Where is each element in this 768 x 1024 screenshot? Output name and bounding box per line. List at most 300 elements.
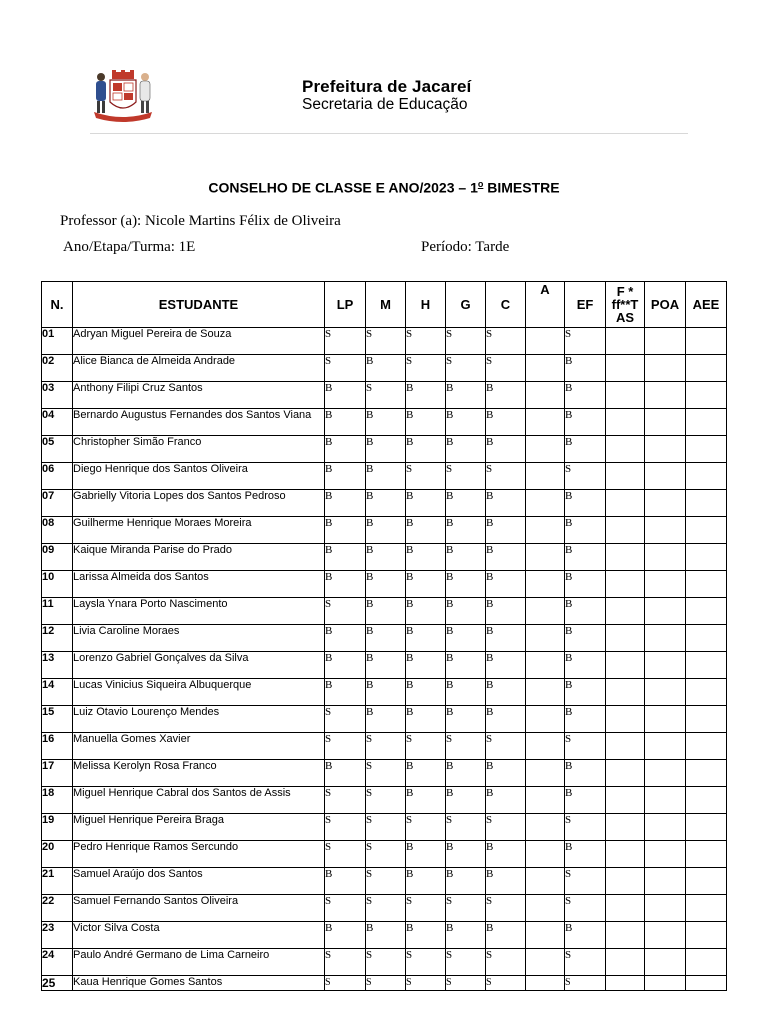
grade-c: B: [486, 760, 526, 787]
student-name: Bernardo Augustus Fernandes dos Santos Viana: [73, 409, 325, 436]
cell-faltas: [606, 868, 645, 895]
student-name: Kaua Henrique Gomes Santos: [73, 976, 325, 991]
cell-faltas: [606, 598, 645, 625]
cell-poa: [645, 733, 686, 760]
table-row: [42, 706, 727, 733]
grade-a: [526, 328, 565, 355]
grade-g: B: [446, 922, 486, 949]
row-number: 22: [42, 895, 73, 922]
row-number: 01: [42, 328, 73, 355]
cell-aee: [686, 652, 727, 679]
student-name: Christopher Simão Franco: [73, 436, 325, 463]
cell-faltas: [606, 814, 645, 841]
cell-poa: [645, 868, 686, 895]
grade-g: B: [446, 625, 486, 652]
col-student-header: ESTUDANTE: [73, 282, 325, 328]
grade-m: B: [366, 625, 406, 652]
grade-h: B: [406, 517, 446, 544]
table-row: [42, 409, 727, 436]
cell-aee: [686, 787, 727, 814]
cell-aee: [686, 949, 727, 976]
grade-m: B: [366, 652, 406, 679]
grade-ef: B: [565, 841, 606, 868]
grade-h: S: [406, 463, 446, 490]
col-g-header: G: [446, 282, 486, 328]
grade-a: [526, 598, 565, 625]
grade-g: B: [446, 652, 486, 679]
grade-h: S: [406, 733, 446, 760]
cell-faltas: [606, 652, 645, 679]
cell-poa: [645, 598, 686, 625]
cell-poa: [645, 382, 686, 409]
cell-poa: [645, 706, 686, 733]
grade-h: B: [406, 625, 446, 652]
grade-h: B: [406, 571, 446, 598]
grade-a: [526, 544, 565, 571]
student-name: Livia Caroline Moraes: [73, 625, 325, 652]
cell-faltas: [606, 436, 645, 463]
table-row: [42, 841, 727, 868]
grade-h: B: [406, 679, 446, 706]
grade-g: B: [446, 382, 486, 409]
row-number: 05: [42, 436, 73, 463]
grade-c: B: [486, 652, 526, 679]
grade-c: B: [486, 787, 526, 814]
grade-h: B: [406, 841, 446, 868]
student-name: Alice Bianca de Almeida Andrade: [73, 355, 325, 382]
grade-a: [526, 814, 565, 841]
cell-faltas: [606, 490, 645, 517]
cell-poa: [645, 787, 686, 814]
city-coat-of-arms-icon: [90, 68, 156, 124]
cell-aee: [686, 571, 727, 598]
row-number: 19: [42, 814, 73, 841]
grade-ef: B: [565, 490, 606, 517]
grades-table: [41, 281, 727, 991]
student-name: Guilherme Henrique Moraes Moreira: [73, 517, 325, 544]
table-row: [42, 544, 727, 571]
col-poa-header: POA: [645, 282, 686, 328]
cell-aee: [686, 895, 727, 922]
grade-lp: S: [325, 976, 366, 991]
cell-poa: [645, 760, 686, 787]
grade-a: [526, 922, 565, 949]
grade-g: B: [446, 598, 486, 625]
grade-ef: B: [565, 544, 606, 571]
cell-poa: [645, 544, 686, 571]
grade-m: B: [366, 517, 406, 544]
cell-faltas: [606, 733, 645, 760]
grade-m: S: [366, 328, 406, 355]
grade-c: S: [486, 949, 526, 976]
title-suffix: BIMESTRE: [483, 179, 560, 196]
cell-faltas: [606, 517, 645, 544]
cell-faltas: [606, 571, 645, 598]
grade-m: S: [366, 760, 406, 787]
grade-g: B: [446, 841, 486, 868]
grade-c: B: [486, 625, 526, 652]
cell-faltas: [606, 895, 645, 922]
table-row: [42, 382, 727, 409]
cell-aee: [686, 706, 727, 733]
grade-ef: S: [565, 868, 606, 895]
grade-ef: B: [565, 706, 606, 733]
grade-c: B: [486, 490, 526, 517]
grade-m: S: [366, 733, 406, 760]
grade-m: S: [366, 895, 406, 922]
organization-department: Secretaria de Educação: [302, 96, 468, 113]
row-number: 24: [42, 949, 73, 976]
grade-c: S: [486, 895, 526, 922]
grade-h: B: [406, 598, 446, 625]
grade-ef: S: [565, 895, 606, 922]
grade-ef: B: [565, 625, 606, 652]
grade-c: B: [486, 544, 526, 571]
cell-aee: [686, 760, 727, 787]
cell-aee: [686, 382, 727, 409]
table-row: [42, 355, 727, 382]
grade-c: S: [486, 733, 526, 760]
grade-c: S: [486, 976, 526, 991]
grade-g: S: [446, 328, 486, 355]
student-name: Diego Henrique dos Santos Oliveira: [73, 463, 325, 490]
cell-faltas: [606, 976, 645, 991]
grade-ef: B: [565, 760, 606, 787]
table-row: [42, 517, 727, 544]
grade-g: S: [446, 814, 486, 841]
organization-name: Prefeitura de Jacareí: [302, 77, 472, 96]
student-name: Adryan Miguel Pereira de Souza: [73, 328, 325, 355]
table-row: [42, 598, 727, 625]
grade-m: S: [366, 382, 406, 409]
grade-h: S: [406, 976, 446, 991]
grade-g: B: [446, 706, 486, 733]
grade-ef: B: [565, 517, 606, 544]
student-name: Pedro Henrique Ramos Sercundo: [73, 841, 325, 868]
grade-m: B: [366, 679, 406, 706]
cell-faltas: [606, 841, 645, 868]
grade-m: B: [366, 409, 406, 436]
grade-ef: B: [565, 922, 606, 949]
grade-g: B: [446, 760, 486, 787]
grade-ef: B: [565, 787, 606, 814]
grade-m: S: [366, 787, 406, 814]
grade-h: B: [406, 652, 446, 679]
cell-faltas: [606, 355, 645, 382]
title-main: CONSELHO DE CLASSE E ANO/2023 – 1: [208, 179, 478, 196]
grade-h: B: [406, 490, 446, 517]
grade-h: S: [406, 355, 446, 382]
class-line: Ano/Etapa/Turma: 1E: [63, 239, 196, 255]
table-row: [42, 328, 727, 355]
grade-h: B: [406, 922, 446, 949]
grade-m: B: [366, 598, 406, 625]
grade-ef: B: [565, 436, 606, 463]
grade-lp: B: [325, 382, 366, 409]
grade-m: B: [366, 436, 406, 463]
grade-c: S: [486, 328, 526, 355]
cell-aee: [686, 463, 727, 490]
row-number: 12: [42, 625, 73, 652]
cell-aee: [686, 733, 727, 760]
grade-a: [526, 976, 565, 991]
grade-ef: S: [565, 733, 606, 760]
cell-faltas: [606, 787, 645, 814]
cell-faltas: [606, 922, 645, 949]
grade-m: S: [366, 868, 406, 895]
row-number: 04: [42, 409, 73, 436]
grade-g: S: [446, 733, 486, 760]
grade-c: S: [486, 463, 526, 490]
cell-poa: [645, 355, 686, 382]
grade-h: S: [406, 814, 446, 841]
grade-a: [526, 517, 565, 544]
cell-poa: [645, 463, 686, 490]
grade-a: [526, 733, 565, 760]
cell-aee: [686, 625, 727, 652]
row-number: 17: [42, 760, 73, 787]
grade-lp: S: [325, 733, 366, 760]
grade-c: B: [486, 706, 526, 733]
table-row: [42, 976, 727, 991]
grade-lp: B: [325, 922, 366, 949]
col-h-header: H: [406, 282, 446, 328]
grade-ef: S: [565, 328, 606, 355]
grade-c: B: [486, 598, 526, 625]
cell-aee: [686, 868, 727, 895]
grade-a: [526, 382, 565, 409]
grade-lp: S: [325, 895, 366, 922]
grade-g: B: [446, 679, 486, 706]
grade-lp: S: [325, 814, 366, 841]
grade-m: B: [366, 571, 406, 598]
cell-poa: [645, 949, 686, 976]
row-number: 07: [42, 490, 73, 517]
student-name: Lorenzo Gabriel Gonçalves da Silva: [73, 652, 325, 679]
student-name: Victor Silva Costa: [73, 922, 325, 949]
col-aee-header: AEE: [686, 282, 727, 328]
grade-g: B: [446, 868, 486, 895]
cell-aee: [686, 409, 727, 436]
student-name: Miguel Henrique Cabral dos Santos de Assis: [73, 787, 325, 814]
grade-h: B: [406, 787, 446, 814]
cell-poa: [645, 652, 686, 679]
cell-aee: [686, 922, 727, 949]
grade-g: B: [446, 436, 486, 463]
cell-poa: [645, 625, 686, 652]
grade-m: S: [366, 949, 406, 976]
cell-aee: [686, 544, 727, 571]
grade-a: [526, 706, 565, 733]
grade-lp: S: [325, 328, 366, 355]
cell-aee: [686, 976, 727, 991]
row-number: 21: [42, 868, 73, 895]
grade-g: S: [446, 463, 486, 490]
student-name: Samuel Fernando Santos Oliveira: [73, 895, 325, 922]
cell-poa: [645, 895, 686, 922]
grade-lp: S: [325, 598, 366, 625]
table-row: [42, 733, 727, 760]
grade-h: S: [406, 949, 446, 976]
cell-poa: [645, 328, 686, 355]
grade-lp: S: [325, 841, 366, 868]
cell-faltas: [606, 544, 645, 571]
title-ordinal: o: [477, 179, 484, 189]
grade-ef: B: [565, 409, 606, 436]
grade-g: B: [446, 409, 486, 436]
grade-c: B: [486, 436, 526, 463]
professor-line: Professor (a): Nicole Martins Félix de Oliveira: [60, 213, 341, 229]
table-row: [42, 922, 727, 949]
table-row: [42, 895, 727, 922]
cell-aee: [686, 841, 727, 868]
grade-lp: B: [325, 571, 366, 598]
student-name: Kaique Miranda Parise do Prado: [73, 544, 325, 571]
grade-g: B: [446, 544, 486, 571]
row-number: 02: [42, 355, 73, 382]
cell-poa: [645, 841, 686, 868]
grade-ef: B: [565, 652, 606, 679]
grade-lp: B: [325, 652, 366, 679]
grade-lp: B: [325, 463, 366, 490]
grade-h: B: [406, 436, 446, 463]
grade-ef: B: [565, 598, 606, 625]
grade-m: S: [366, 841, 406, 868]
cell-faltas: [606, 463, 645, 490]
grade-lp: B: [325, 760, 366, 787]
grade-lp: B: [325, 517, 366, 544]
grade-g: B: [446, 490, 486, 517]
grade-h: S: [406, 895, 446, 922]
cell-poa: [645, 436, 686, 463]
table-row: [42, 436, 727, 463]
row-number: 13: [42, 652, 73, 679]
cell-aee: [686, 598, 727, 625]
row-number: 06: [42, 463, 73, 490]
cell-aee: [686, 328, 727, 355]
grade-a: [526, 895, 565, 922]
grade-a: [526, 355, 565, 382]
student-name: Larissa Almeida dos Santos: [73, 571, 325, 598]
grade-a: [526, 463, 565, 490]
grade-m: B: [366, 355, 406, 382]
row-number: 25: [42, 976, 73, 991]
grade-a: [526, 409, 565, 436]
table-row: [42, 814, 727, 841]
cell-aee: [686, 490, 727, 517]
grade-c: B: [486, 517, 526, 544]
grade-lp: B: [325, 436, 366, 463]
student-name: Paulo André Germano de Lima Carneiro: [73, 949, 325, 976]
grade-g: B: [446, 517, 486, 544]
grade-h: B: [406, 760, 446, 787]
grade-lp: B: [325, 868, 366, 895]
grade-a: [526, 868, 565, 895]
grade-ef: B: [565, 679, 606, 706]
cell-poa: [645, 517, 686, 544]
grade-ef: B: [565, 382, 606, 409]
row-number: 10: [42, 571, 73, 598]
student-name: Gabrielly Vitoria Lopes dos Santos Pedroso: [73, 490, 325, 517]
grade-g: S: [446, 949, 486, 976]
grade-lp: B: [325, 679, 366, 706]
grade-m: B: [366, 544, 406, 571]
cell-poa: [645, 571, 686, 598]
grade-c: B: [486, 922, 526, 949]
grade-c: B: [486, 841, 526, 868]
grade-a: [526, 625, 565, 652]
grade-lp: S: [325, 949, 366, 976]
cell-poa: [645, 976, 686, 991]
grade-a: [526, 760, 565, 787]
grade-lp: B: [325, 490, 366, 517]
cell-aee: [686, 355, 727, 382]
student-name: Laysla Ynara Porto Nascimento: [73, 598, 325, 625]
grade-c: B: [486, 409, 526, 436]
table-body: [42, 328, 727, 991]
cell-faltas: [606, 949, 645, 976]
table-header-row: [42, 282, 727, 328]
grade-c: B: [486, 868, 526, 895]
cell-aee: [686, 517, 727, 544]
student-name: Anthony Filipi Cruz Santos: [73, 382, 325, 409]
cell-aee: [686, 814, 727, 841]
row-number: 11: [42, 598, 73, 625]
grade-ef: B: [565, 571, 606, 598]
letterhead: [90, 68, 690, 128]
grade-lp: B: [325, 625, 366, 652]
grade-c: B: [486, 679, 526, 706]
grade-ef: S: [565, 814, 606, 841]
grade-m: B: [366, 463, 406, 490]
col-ef-header: EF: [565, 282, 606, 328]
grade-a: [526, 949, 565, 976]
row-number: 23: [42, 922, 73, 949]
cell-aee: [686, 436, 727, 463]
cell-faltas: [606, 382, 645, 409]
cell-poa: [645, 814, 686, 841]
col-lp-header: LP: [325, 282, 366, 328]
grade-h: B: [406, 868, 446, 895]
grade-c: S: [486, 355, 526, 382]
grade-g: B: [446, 571, 486, 598]
grade-ef: S: [565, 976, 606, 991]
grade-a: [526, 571, 565, 598]
grade-lp: B: [325, 409, 366, 436]
table-row: [42, 571, 727, 598]
grade-a: [526, 436, 565, 463]
grade-m: S: [366, 976, 406, 991]
student-name: Melissa Kerolyn Rosa Franco: [73, 760, 325, 787]
grade-g: S: [446, 976, 486, 991]
grade-c: B: [486, 382, 526, 409]
grade-m: B: [366, 706, 406, 733]
col-c-header: C: [486, 282, 526, 328]
grade-h: S: [406, 328, 446, 355]
table-row: [42, 760, 727, 787]
grade-h: B: [406, 706, 446, 733]
student-name: Lucas Vinicius Siqueira Albuquerque: [73, 679, 325, 706]
grade-a: [526, 652, 565, 679]
document-title: [0, 179, 768, 196]
row-number: 14: [42, 679, 73, 706]
table-row: [42, 463, 727, 490]
table-row: [42, 625, 727, 652]
row-number: 18: [42, 787, 73, 814]
grade-ef: B: [565, 355, 606, 382]
grade-a: [526, 679, 565, 706]
cell-poa: [645, 490, 686, 517]
